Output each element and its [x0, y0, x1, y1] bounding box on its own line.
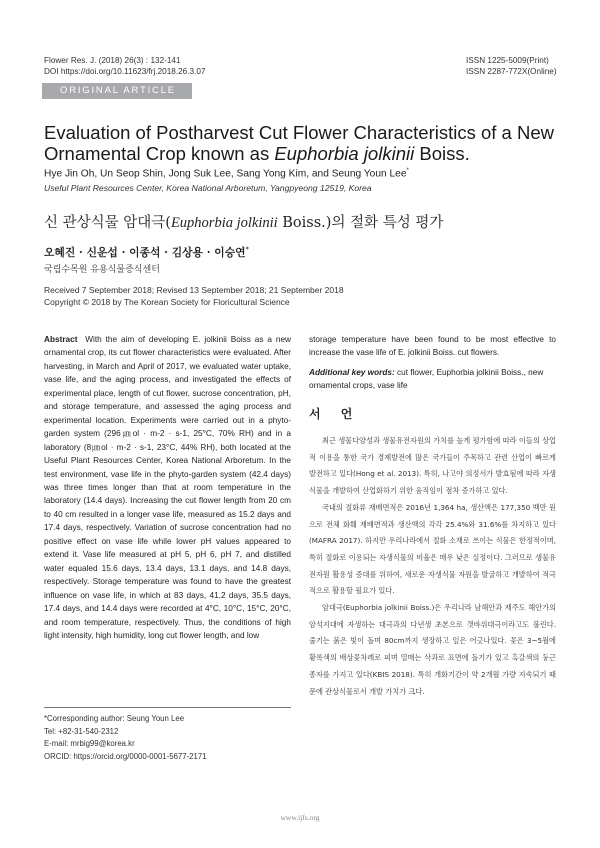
intro-paragraph: 국내의 절화류 재배면적은 2016년 1,364 ha, 생산액은 177,350 백만 원으로 전체 화훼 재배면적과 생산액의 각각 25.4%와 31.6%를 차지하고 있다(MAFRA 2017). 하지만 우리나라에서 절화 소재로 쓰이는 식물은 한정적이며, 특히 절화로 이용되는 자생식물의 비율은 매우 낮은 실정이다. 그러므로 생물유전자원 활용성 증대를 위하여, 새로운 자생식물 자원을 발굴하고 개발하여 적극적으로 활용할 필요가 있다. — [309, 502, 556, 596]
journal-citation — [44, 55, 205, 77]
abstract — [44, 333, 291, 642]
korean-author-names: 오혜진 · 신운섭 · 이종석 · 김상용 · 이승연 — [44, 246, 246, 259]
korean-affiliation: 국립수목원 유용식물증식센터 — [44, 265, 160, 275]
keywords-label: Additional key words: — [309, 368, 395, 377]
issn-print: ISSN 1225-5009(Print) — [466, 56, 549, 65]
journal-line: Flower Res. J. (2018) 26(3) : 132-141 — [44, 56, 181, 65]
footnote-divider — [44, 707, 291, 708]
history-dates — [44, 285, 344, 308]
korean-title — [44, 211, 443, 232]
title-species: Euphorbia jolkinii — [274, 143, 415, 164]
korean-title-end: Boiss.)의 절화 특성 평가 — [277, 215, 444, 231]
keywords-text: cut flower, Euphorbia jolkinii Boiss., new ornamental crops, vase life — [309, 368, 544, 391]
corresponding-email[interactable]: E-mail: mrbig99@korea.kr — [44, 739, 135, 748]
author-names: Hye Jin Oh, Un Seop Shin, Jong Suk Lee, Sang Yong Kim, and Seung Youn Lee — [44, 168, 407, 180]
korean-title-species: Euphorbia jolkinii — [170, 215, 278, 231]
corresponding-author: *Corresponding author: Seung Youn Lee — [44, 714, 185, 723]
corresponding-orcid[interactable]: ORCID: https://orcid.org/0000-0001-5677-2171 — [44, 751, 207, 761]
section-heading-introduction: 서 언 — [309, 407, 361, 421]
article-title — [44, 122, 559, 164]
abstract-continuation: storage temperature have been found to be most effective to increase the vase life of E. jolkinii Boiss. cut flowers. — [309, 335, 556, 358]
korean-author-list: 오혜진 · 신운섭 · 이종석 · 김상용 · 이승연* — [44, 246, 249, 259]
corresponding-footnote — [44, 713, 207, 763]
title-text: Ornamental Crop known as — [44, 143, 275, 164]
title-line-1: Evaluation of Postharvest Cut Flower Characteristics of a New — [44, 122, 554, 143]
affiliation: Useful Plant Resources Center, Korea National Arboretum, Yangpyeong 12519, Korea — [44, 183, 372, 193]
intro-paragraph: 최근 생물다양성과 생물유전자원의 가치를 높게 평가함에 따라 이들의 상업적 이용을 통한 국가 경제발전에 많은 국가들이 주목하고 관련 산업이 빠르게 발전하고 있다(Hong et al. 2013). 특히, 나고야 의정서가 발효됨에 따라 자생식물을 개발하여 산업화하기 위한 움직임이 점차 증가하고 있다. — [309, 436, 556, 496]
abstract-label: Abstract — [44, 335, 78, 344]
keywords — [309, 366, 556, 393]
title-line-2 — [44, 143, 559, 164]
copyright-line: Copyright © 2018 by The Korean Society for Floricultural Science — [44, 296, 290, 307]
introduction-body — [309, 433, 556, 700]
korean-title-text: 신 관상식물 암대극( — [44, 215, 171, 231]
title-text-end: Boiss. — [414, 143, 470, 164]
intro-paragraph: 암대극(Euphorbia jolkinii Boiss.)은 우리나라 남해안과 제주도 해안가의 암석지대에 자생하는 대극과의 다년생 초본으로 갯바위대극이라고도 불린다. 줄기는 붉은 빛이 돌며 80cm까지 생장하고 잎은 어긋나있다. 꽃은 3~5월에 황록색의 배상꽃차례로 피며 열매는 삭과로 표면에 돌기가 있고 흑갈색의 둥근 종자를 가지고 있다(KBIS 2018). 특히 개화기간이 약 2개월 가량 지속되기 때문에 관상식물로서 개발 가치가 크다. — [309, 603, 556, 696]
received-line: Received 7 September 2018; Revised 13 September 2018; 21 September 2018 — [44, 285, 344, 295]
article-type-banner: ORIGINAL ARTICLE — [42, 83, 192, 99]
issn-online: ISSN 2287-772X(Online) — [466, 67, 557, 76]
issn-block — [466, 55, 557, 77]
author-list: Hye Jin Oh, Un Seop Shin, Jong Suk Lee, Sang Yong Kim, and Seung Youn Lee* — [44, 168, 409, 180]
corresponding-tel: Tel: +82-31-540-2312 — [44, 726, 119, 736]
abstract-text: With the aim of developing E. jolkinii Boiss as a new ornamental crop, its cut flower characteristics were evaluated. After harvesting, in March and April of 2017, we evaluated water uptake, vase life, and the aging process, and investigated the effects of experimental place, length of cut flower, sucrose concentration, pH, and storage temperature, and assessed the aging process and experimental location. Experiments were carried out in a phyto-garden system (296㎛ol · m-2 · s-1, 25°C, 70% RH) and in a laboratory (8㎛ol · m-2 · s-1, 23°C, 44% RH), both located at the Useful Plant Resources Center, Korea National Arboretum. In the test environment, vase life in the phyto-garden system (42.4 days) was three times longer than that at room temperature in the laboratory (14.4 days). Increasing the cut flower length from 20 cm to 40 cm resulted in a longer vase life, measured as 15.2 days and 17.4 days, respectively. Variation of sucrose concentration had no positive effect on vase life while lower pH values appeared to extend it. Vase life measured at pH 5, pH 6, pH 7, and distilled water equaled 15.6 days, 13.4 days, 13.1 days, and 14.8 days, respectively. Storage temperature was found to have the greatest influence on vase life, in which at 83 days, 41.2 days, 35.5 days, 17.4 days, and 14.4 days were recorded at 4°C, 10°C, 15°C, 20°C, and room temperature, respectively. Thus, the conditions of high light intensity, high humidity, long cut flower length, and low — [44, 335, 292, 640]
doi-line[interactable]: DOI https://doi.org/10.11623/frj.2018.26.3.07 — [44, 67, 206, 76]
footer-url[interactable]: www.ijfs.org — [280, 813, 320, 822]
